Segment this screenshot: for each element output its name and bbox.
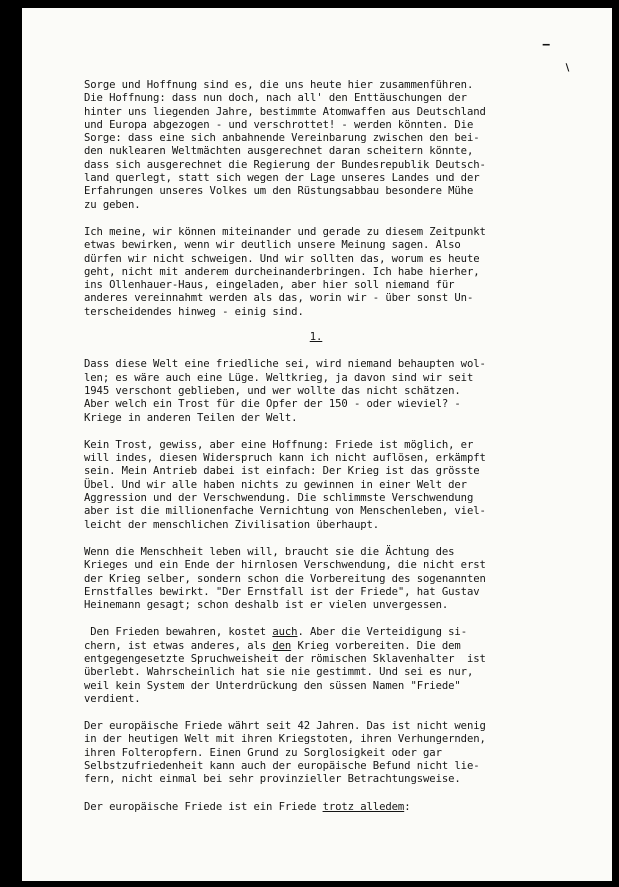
paragraph-world-peace bbox=[84, 358, 584, 424]
paragraph-european-peace bbox=[84, 720, 584, 786]
text-line: len; es wäre auch eine Lüge. Weltkrieg, ja davon sind wir seit bbox=[84, 371, 474, 384]
text-line: Sorge: dass eine sich anbahnende Vereinbarung zwischen den bei- bbox=[84, 132, 480, 145]
text-run: : bbox=[404, 800, 411, 813]
text-line: land querlegt, statt sich wegen der Lage unseres Landes und der bbox=[84, 172, 480, 185]
text-line: Krieges und ein Ende der hirnlosen Verschwendung, die nicht erst bbox=[84, 559, 486, 572]
text-line: Die Hoffnung: dass nun doch, nach all' den Enttäuschungen der bbox=[84, 92, 467, 105]
paragraph-closing bbox=[84, 801, 584, 814]
text-line: hinter uns liegenden Jahre, bestimmte Atomwaffen aus Deutschland bbox=[84, 105, 486, 118]
scan-mark: ‒ bbox=[542, 37, 551, 51]
text-run: Den Frieden bewahren, kostet bbox=[84, 626, 273, 639]
text-line: Ernstfalles bewirkt. "Der Ernstfall ist der Friede", hat Gustav bbox=[84, 585, 480, 598]
text-line: anderes vereinnahmt werden als das, worin wir - über sonst Un- bbox=[84, 292, 474, 305]
text-line: ins Ollenhauer-Haus, eingeladen, aber hier soll niemand für bbox=[84, 279, 455, 292]
text-run: Der europäische Friede ist ein Friede bbox=[84, 800, 323, 813]
text-line: Ich meine, wir können miteinander und gerade zu diesem Zeitpunkt bbox=[84, 225, 486, 238]
underlined-phrase: trotz alledem bbox=[322, 800, 405, 813]
text-line: dass sich ausgerechnet die Regierung der Bundesrepublik Deutsch- bbox=[84, 158, 486, 171]
text-line: Sorge und Hoffnung sind es, die uns heute hier zusammenführen. bbox=[84, 79, 474, 91]
paragraph-intro bbox=[84, 79, 584, 212]
text-line: Heinemann gesagt; schon deshalb ist er vielen unvergessen. bbox=[84, 599, 449, 612]
text-line: in der heutigen Welt mit ihren Kriegstoten, ihren Verhungernden, bbox=[84, 733, 486, 746]
scan-mark: ∖ bbox=[564, 63, 571, 74]
text-line: und Europa abgezogen - und verschrottet! - werden könnten. Die bbox=[84, 118, 474, 131]
text-line: aber ist die millionenfache Vernichtung von Menschenleben, viel- bbox=[84, 505, 486, 518]
text-line bbox=[84, 640, 584, 653]
text-line: verdient. bbox=[84, 692, 141, 705]
text-line: will indes, diesen Widerspruch kann ich nicht auflösen, erkämpft bbox=[84, 452, 486, 465]
text-line: leicht der menschlichen Zivilisation überhaupt. bbox=[84, 518, 380, 531]
text-line: Erfahrungen unseres Volkes um den Rüstungsabbau besondere Mühe bbox=[84, 185, 474, 198]
text-line: Selbstzufriedenheit kann auch der europäische Befund nicht lie- bbox=[84, 760, 480, 773]
text-line: der Krieg selber, sondern schon die Vorbereitung des sogenannten bbox=[84, 572, 486, 585]
document-body bbox=[84, 79, 584, 828]
text-line bbox=[84, 801, 584, 814]
text-line: Aber welch ein Trost für die Opfer der 150 - oder wieviel? - bbox=[84, 398, 461, 411]
text-line: Wenn die Menschheit leben will, braucht sie die Ächtung des bbox=[84, 545, 455, 558]
text-run: chern, ist etwas anderes, als bbox=[84, 639, 273, 652]
paragraph-meaning bbox=[84, 226, 584, 319]
text-line: entgegengesetzte Spruchweisheit der römischen Sklavenhalter ist bbox=[84, 652, 486, 665]
text-line: fern, nicht einmal bei sehr provinzieller Betrachtungsweise. bbox=[84, 773, 461, 786]
text-line: überlebt. Wahrscheinlich hat sie nie gestimmt. Und sei es nur, bbox=[84, 666, 474, 679]
text-line: geht, nicht mit anderem durcheinanderbringen. Ich habe hierher, bbox=[84, 265, 480, 278]
text-line: sein. Mein Antrieb dabei ist einfach: Der Krieg ist das grösste bbox=[84, 465, 480, 478]
section-number bbox=[84, 331, 584, 344]
paragraph-humanity bbox=[84, 546, 584, 612]
text-line: 1945 verschont geblieben, und wer wollte das nicht schätzen. bbox=[84, 384, 461, 397]
text-line: Dass diese Welt eine friedliche sei, wird niemand behaupten wol- bbox=[84, 358, 486, 371]
text-line: ihren Folteropfern. Einen Grund zu Sorglosigkeit oder gar bbox=[84, 746, 442, 759]
text-line: dürfen wir nicht schweigen. Und wir sollten das, worum es heute bbox=[84, 252, 480, 265]
underlined-word: den bbox=[272, 639, 292, 652]
text-line: terscheidendes hinweg - einig sind. bbox=[84, 305, 304, 318]
text-line: etwas bewirken, wenn wir deutlich unsere Meinung sagen. Also bbox=[84, 239, 461, 252]
section-number-label: 1. bbox=[309, 331, 323, 344]
text-line: Aggression und der Verschwendung. Die schlimmste Verschwendung bbox=[84, 492, 474, 505]
text-run: Krieg vorbereiten. Die dem bbox=[291, 639, 461, 652]
text-line: zu geben. bbox=[84, 198, 141, 211]
text-line: weil kein System der Unterdrückung den süssen Namen "Friede" bbox=[84, 679, 461, 692]
text-line: Kein Trost, gewiss, aber eine Hoffnung: Friede ist möglich, er bbox=[84, 438, 474, 451]
paragraph-hope bbox=[84, 439, 584, 532]
text-line: Kriege in anderen Teilen der Welt. bbox=[84, 411, 298, 424]
text-line bbox=[84, 626, 584, 639]
text-line: den nuklearen Weltmächten ausgerechnet daran scheitern könnte, bbox=[84, 145, 474, 158]
text-run: . Aber die Verteidigung si- bbox=[297, 626, 467, 639]
underlined-word: auch bbox=[272, 626, 298, 639]
text-line: Übel. Und wir alle haben nichts zu gewinnen in einer Welt der bbox=[84, 478, 467, 491]
text-line: Der europäische Friede währt seit 42 Jahren. Das ist nicht wenig bbox=[84, 720, 486, 733]
paragraph-defense bbox=[84, 626, 584, 706]
